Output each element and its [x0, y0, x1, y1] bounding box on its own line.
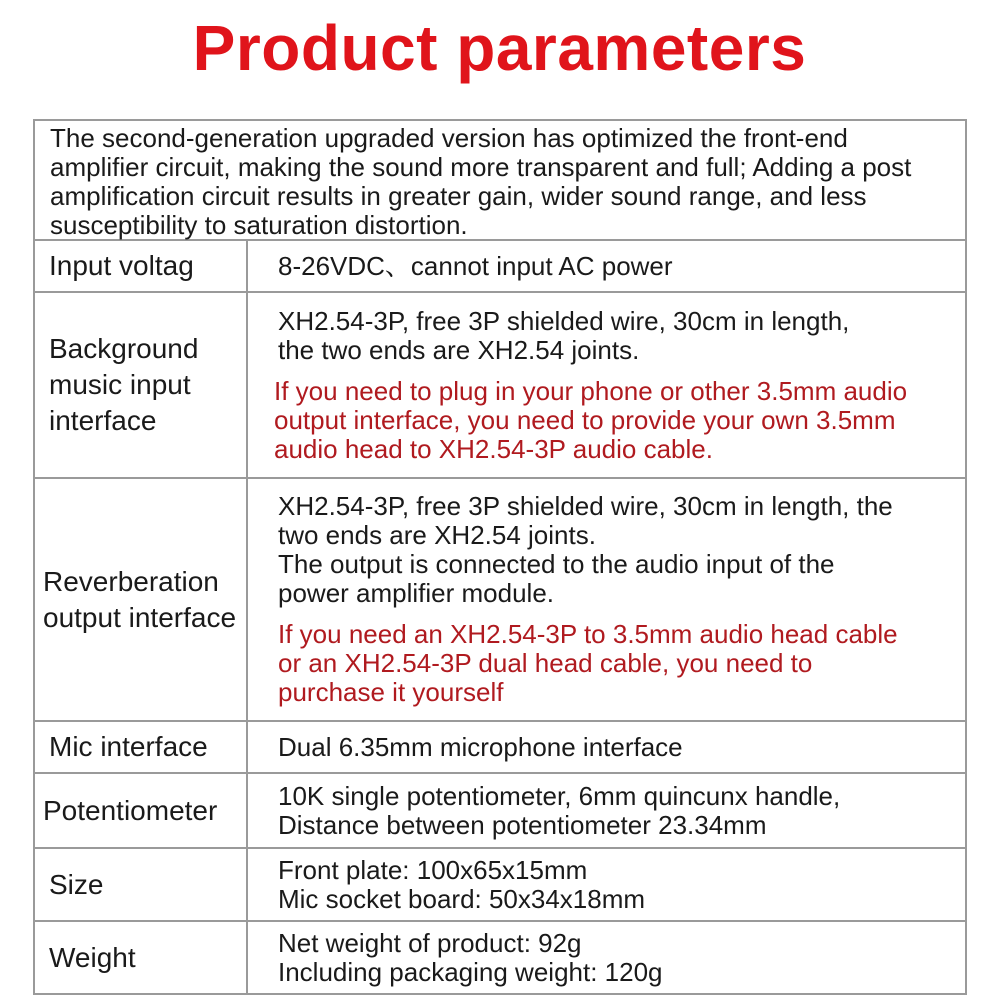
value-line: 10K single potentiometer, 6mm quincunx handle, [278, 780, 841, 811]
row-weight [35, 922, 965, 993]
value-line: XH2.54-3P, free 3P shielded wire, 30cm in length, the two ends are XH2.54 joints. [278, 491, 893, 550]
row-label: Weight [35, 922, 248, 993]
row-label: Background music input interface [35, 293, 248, 477]
row-value [248, 241, 965, 291]
row-value [248, 479, 965, 720]
row-input-voltage [35, 241, 965, 293]
value-note: If you need to plug in your phone or other 3.5mm audio output interface, you need to provide your own 3.5mm audio head to XH2.54-3P audio cable. [274, 375, 908, 464]
value-note: If you need an XH2.54-3P to 3.5mm audio head cable or an XH2.54-3P dual head cable, you need to purchase it yourself [278, 619, 898, 707]
parameters-table [33, 119, 967, 995]
value-line: Including packaging weight: 120g [278, 956, 663, 987]
value-line: The output is connected to the audio input of the power amplifier module. [278, 549, 835, 608]
row-label: Potentiometer [35, 774, 248, 847]
row-size [35, 849, 965, 922]
value-line: Dual 6.35mm microphone interface [278, 731, 683, 762]
row-potentiometer [35, 774, 965, 849]
row-label: Input voltag [35, 241, 248, 291]
row-label: Mic interface [35, 722, 248, 772]
row-value [248, 774, 965, 847]
value-line: Distance between potentiometer 23.34mm [278, 809, 767, 840]
intro-text: The second-generation upgraded version has optimized the front-end amplifier circuit, making the sound more transparent and full; Adding a post amplification circuit results in greater gain, wider sound range, and less susceptibility to saturation distortion. [35, 121, 965, 241]
row-value [248, 922, 965, 993]
row-reverberation-output [35, 479, 965, 722]
row-value [248, 722, 965, 772]
row-label: Reverberation output interface [35, 479, 248, 720]
row-mic-interface [35, 722, 965, 774]
page-title: Product parameters [192, 12, 807, 84]
value-line: XH2.54-3P, free 3P shielded wire, 30cm in length, the two ends are XH2.54 joints. [278, 305, 850, 365]
row-background-music-input [35, 293, 965, 479]
row-label: Size [35, 849, 248, 920]
value-line: Net weight of product: 92g [278, 927, 582, 958]
row-value [248, 293, 965, 477]
value-line: Mic socket board: 50x34x18mm [278, 883, 646, 914]
row-value [248, 849, 965, 920]
value-line: 8-26VDC、cannot input AC power [278, 250, 673, 281]
value-line: Front plate: 100x65x15mm [278, 854, 588, 885]
